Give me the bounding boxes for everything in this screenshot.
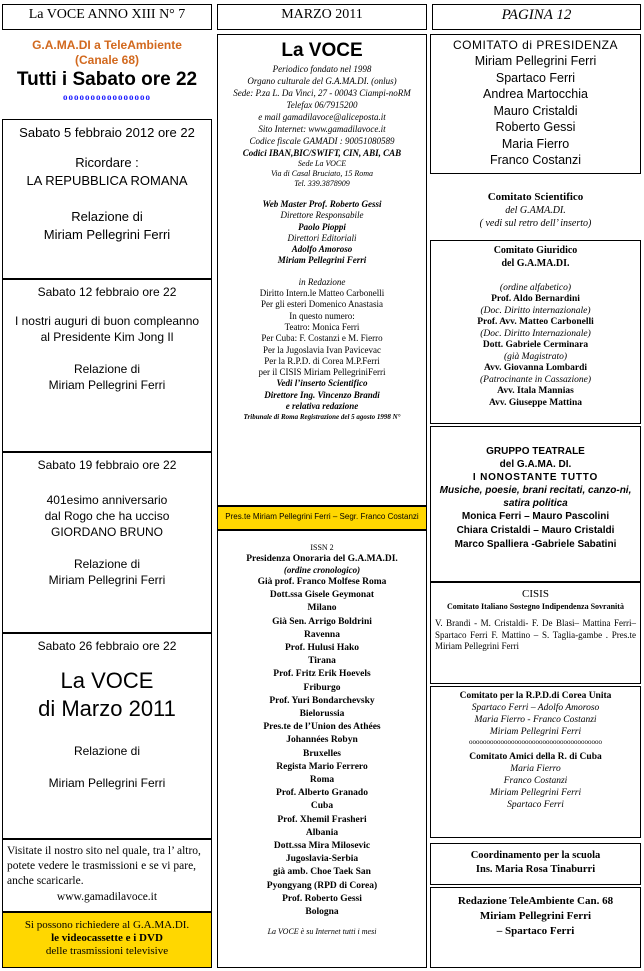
staff-line: e relativa redazione <box>285 401 359 412</box>
staff-line: Per la Jugoslavia Ivan Pavicevac <box>263 344 381 355</box>
staff-line: Per Cuba: F. Costanzi e M. Fierro <box>261 333 383 344</box>
legal-role: (Doc. Diritto internazionale) <box>480 305 591 316</box>
masthead <box>217 34 427 506</box>
request-line1: Si possono richiedere al G.A.MA.DI. <box>24 919 190 931</box>
cuba-line: Franco Costanzi <box>503 776 568 786</box>
mast-line: Codice fiscale GAMADI : 90051080589 <box>249 136 395 146</box>
theatre <box>430 426 641 582</box>
honorary-member: Regista Mario Ferrero <box>276 761 368 772</box>
tv-box <box>2 34 212 118</box>
visit-text: Visitate il nostro sito nel quale, tra l’ altro, potete vedere le trasmissioni e se vi pare, anche scaricarle. <box>7 845 201 887</box>
event-3-line: Relazione di <box>73 557 141 571</box>
honorary-member: Bielorussia <box>299 709 345 720</box>
staff-line: Web Master Prof. Roberto Gessi <box>262 199 382 209</box>
honorary-member: Dott.ssa Gisele Geymonat <box>269 590 375 601</box>
staff-line: Direttore Responsabile <box>280 210 364 221</box>
theatre-member: Monica Ferri – Mauro Pascolini <box>461 511 610 522</box>
mast-line: Periodico fondato nel 1998 <box>272 64 372 74</box>
event-2-date: Sabato 12 febbraio ore 22 <box>37 285 177 299</box>
presidency-member: Miriam Pellegrini Ferri <box>474 54 597 68</box>
staff-line: per il CISIS Miriam PellegriniFerri <box>258 367 386 378</box>
korea-line: Spartaco Ferri – Adolfo Amoroso <box>471 703 600 713</box>
event-3-line: 401esimo anniversario <box>46 493 168 507</box>
scientific-title: Comitato Scientifico <box>487 191 584 203</box>
theatre-title2: del G.A.MA. DI. <box>499 459 572 470</box>
header-center-text: MARZO 2011 <box>281 7 363 22</box>
legal-role: (già Magistrato) <box>503 351 568 362</box>
event-3 <box>2 452 212 633</box>
honorary-member: Già prof. Franco Molfese Roma <box>257 577 387 587</box>
event-4 <box>2 633 212 839</box>
staff-line: Paolo Pioppi <box>298 221 346 232</box>
legal-role: (Doc. Diritto Internazionale) <box>480 328 591 339</box>
staff-line: Tribunale di Roma Registrazione del 5 agosto 1998 N° <box>243 413 401 422</box>
legal-member: Avv. Giuseppe Mattina <box>489 397 582 408</box>
staff-line: Per la R.P.D. di Corea M.P.Ferri <box>264 355 380 366</box>
event-2-line: al Presidente Kim Jong Il <box>40 330 174 344</box>
legal-role: (Patrocinante in Cassazione) <box>480 374 591 385</box>
site-link[interactable]: www.gamadilavoce.it <box>56 891 158 903</box>
honorary-member: Pres.te de l’Union des Athées <box>263 722 381 733</box>
cuba-line: Spartaco Ferri <box>507 800 564 810</box>
event-1-line: Miriam Pellegrini Ferri <box>43 227 171 242</box>
legal-member: Dott. Gabriele Cerminara <box>482 340 589 350</box>
staff-line: Vedi l’inserto Scientifico <box>276 378 368 389</box>
korea-title: Comitato per la R.P.D.di Corea Unita <box>459 691 612 701</box>
honorary-member: Friburgo <box>303 682 341 693</box>
event-1-date: Sabato 5 febbraio 2012 ore 22 <box>19 125 195 140</box>
event-4-line: Relazione di <box>73 744 141 758</box>
event-2-line: Relazione di <box>73 362 141 376</box>
event-4-line: Miriam Pellegrini Ferri <box>48 776 166 790</box>
staff-line: Direttori Editoriali <box>287 232 357 243</box>
honorary-member: Johannées Robyn <box>286 735 358 746</box>
tv-line2: (Canale 68) <box>74 53 140 67</box>
mast-line: Sede La VOCE <box>297 159 347 168</box>
event-2-line: Miriam Pellegrini Ferri <box>48 378 166 392</box>
tv-line3: Tutti i Sabato ore 22 <box>16 69 198 90</box>
honorary-member: Prof. Xhemil Frasheri <box>277 814 367 825</box>
korea-line: Maria Fierro - Franco Costanzi <box>474 715 597 725</box>
theatre-member: Marco Spalliera -Gabriele Sabatini <box>454 539 617 550</box>
event-4-big2: di Marzo 2011 <box>38 696 176 721</box>
visit-box <box>2 839 212 912</box>
presidency-member: Maria Fierro <box>501 136 570 151</box>
staff-line: Miriam Pellegrini Ferri <box>277 255 367 266</box>
event-4-date: Sabato 26 febbraio ore 22 <box>37 639 177 653</box>
cisis-subtitle: Comitato Italiano Sostegno Indipendenza Sovranità <box>447 602 624 611</box>
scientific-line1: del G.AMA.DI. <box>505 205 566 216</box>
mast-line: Codici IBAN,BIC/SWIFT, CIN, ABI, CAB <box>242 148 402 158</box>
korea <box>430 686 641 838</box>
honorary <box>217 530 427 968</box>
presidency-member: Roberto Gessi <box>495 120 576 134</box>
korea-dots: oooooooooooooooooooooooooooooooooooooo <box>469 738 602 746</box>
tv-dots: oooooooooooooooo <box>63 92 151 102</box>
mast-line: Telefax 06/7915200 <box>286 100 358 110</box>
presidency-member: Mauro Cristaldi <box>493 103 578 118</box>
president-bar <box>217 506 427 530</box>
legal <box>430 240 641 424</box>
honorary-member: già amb. Choe Taek San <box>273 867 371 878</box>
honorary-member: Prof. Roberto Gessi <box>282 893 362 904</box>
header-center <box>217 4 427 30</box>
theatre-member: Chiara Cristaldi – Mauro Cristaldi <box>456 525 615 536</box>
event-3-line: GIORDANO BRUNO <box>50 525 163 539</box>
honorary-footer: La VOCE è su Internet tutti i mesi <box>267 927 377 937</box>
honorary-subtitle: (ordine cronologico) <box>283 565 361 575</box>
presidency-member: Franco Costanzi <box>489 153 581 167</box>
theatre-desc: Musiche, poesie, brani recitati, canzo-ni, satira politica <box>439 485 632 509</box>
mast-line: Via di Casal Bruciato, 15 Roma <box>270 169 374 178</box>
event-1-line: Relazione di <box>71 209 143 224</box>
school-line1: Coordinamento per la scuola <box>470 850 601 861</box>
cisis-title: CISIS <box>522 588 549 600</box>
header-right-text: PAGINA 12 <box>501 7 572 23</box>
honorary-member: Prof. Alberto Granado <box>276 788 368 799</box>
staff-line: Per gli esteri Domenico Anastasia <box>261 299 383 310</box>
legal-member: Prof. Avv. Matteo Carbonelli <box>477 317 594 327</box>
honorary-member: Albania <box>305 827 339 838</box>
event-4-big1: La VOCE <box>60 668 154 693</box>
request-box <box>2 912 212 968</box>
school <box>430 843 641 885</box>
event-3-date: Sabato 19 febbraio ore 22 <box>37 458 177 472</box>
honorary-title: Presidenza Onoraria del G.A.MA.DI. <box>246 554 398 564</box>
honorary-member: Già Sen. Arrigo Boldrini <box>272 616 372 627</box>
event-2-line: I nostri auguri di buon compleanno <box>14 314 200 328</box>
header-left-text: La VOCE ANNO XIII N° 7 <box>28 7 186 22</box>
honorary-member: Roma <box>309 775 335 786</box>
legal-member: Avv. Itala Mannias <box>497 386 574 396</box>
mast-line: Organo culturale del G.A.MA.DI. (onlus) <box>247 76 397 86</box>
theatre-title1: GRUPPO TEATRALE <box>486 446 585 457</box>
school-line2: Ins. Maria Rosa Tinaburri <box>475 864 596 875</box>
scientific-line2: ( vedi sul retro dell’ inserto) <box>479 218 592 229</box>
theatre-title3: I NONOSTANTE TUTTO <box>472 472 599 483</box>
mast-line: Tel. 339.3878909 <box>294 179 350 188</box>
legal-member: Avv. Giovanna Lombardi <box>483 363 588 373</box>
cisis-text: V. Brandi - M. Cristaldi- F. De Blasi– Mattina Ferri– Spartaco Ferri F. Mattino – S. Taglia-gambe . Pres.te Miriam Pellegrini Ferri <box>435 618 636 651</box>
honorary-member: Jugoslavia-Serbia <box>285 854 359 865</box>
cuba-line: Maria Fierro <box>510 764 561 774</box>
korea-line: Miriam Pellegrini Ferri <box>489 727 582 737</box>
staff-line: In questo numero: <box>289 310 355 321</box>
event-3-line: dal Rogo che ha ucciso <box>44 509 170 523</box>
mast-line: e mail gamadilavoce@aliceposta.it <box>258 112 386 122</box>
legal-member: Prof. Aldo Bernardini <box>491 294 580 304</box>
honorary-member: Cuba <box>310 801 334 812</box>
event-1-line: Ricordare : <box>75 155 139 170</box>
event-1 <box>2 119 212 279</box>
staff-line: Teatro: Monica Ferri <box>284 321 360 332</box>
cuba-title: Comitato Amici della R. di Cuba <box>469 752 602 762</box>
presidency-title: COMITATO di PRESIDENZA <box>452 38 619 52</box>
staff-line: Diritto Intern.le Matteo Carbonelli <box>259 288 385 299</box>
scientific <box>430 174 641 240</box>
mast-line: Sede: P.za L. Da Vinci, 27 - 00043 Ciampi-noRM <box>233 88 411 98</box>
honorary-member: Tirana <box>308 656 336 667</box>
tvred-line1: Redazione TeleAmbiente Can. 68 <box>457 895 614 907</box>
honorary-member: Pyongyang (RPD di Corea) <box>266 880 378 891</box>
legal-note: (ordine alfabetico) <box>499 283 572 293</box>
honorary-member: Milano <box>307 603 337 614</box>
header-left <box>2 4 212 30</box>
tvred-line2: Miriam Pellegrini Ferri <box>479 910 592 922</box>
presidency-member: Spartaco Ferri <box>495 70 576 85</box>
honorary-small: ISSN 2 <box>310 543 334 552</box>
header-right <box>432 4 641 30</box>
tv-redaction <box>430 887 641 968</box>
legal-title1: Comitato Giuridico <box>493 245 578 256</box>
president-bar-text: Pres.te Miriam Pellegrini Ferri – Segr. Franco Costanzi <box>225 512 419 521</box>
honorary-member: Bruxelles <box>303 748 341 759</box>
event-3-line: Miriam Pellegrini Ferri <box>48 573 166 587</box>
honorary-member: Ravenna <box>304 629 340 640</box>
staff-line: Adolfo Amoroso <box>291 244 353 255</box>
event-2 <box>2 279 212 452</box>
honorary-member: Prof. Hulusi Hako <box>285 643 359 654</box>
tvred-line3: – Spartaco Ferri <box>496 925 575 937</box>
staff-line: in Redazione <box>298 276 346 287</box>
presidency <box>430 34 641 174</box>
tv-line1: G.A.MA.DI a TeleAmbiente <box>32 38 182 52</box>
masthead-title: La VOCE <box>281 40 363 61</box>
request-line3: delle trasmissioni televisive <box>45 945 169 957</box>
event-1-line: LA REPUBBLICA ROMANA <box>26 173 188 188</box>
honorary-member: Prof. Yuri Bondarchevsky <box>269 695 375 706</box>
honorary-member: Bologna <box>305 907 339 918</box>
presidency-member: Andrea Martocchia <box>483 87 588 101</box>
honorary-member: Prof. Fritz Erik Hoevels <box>273 669 371 680</box>
mast-line: Sito Internet: www.gamadilavoce.it <box>258 124 386 134</box>
request-line2: le videocassette e i DVD <box>51 932 163 944</box>
cisis <box>430 582 641 684</box>
staff-line: Direttore Ing. Vincenzo Brandi <box>264 389 380 400</box>
legal-title2: del G.A.MA.DI. <box>501 258 570 269</box>
cuba-line: Miriam Pellegrini Ferri <box>489 788 582 798</box>
honorary-member: Dott.ssa Mira Milosevic <box>273 841 371 852</box>
